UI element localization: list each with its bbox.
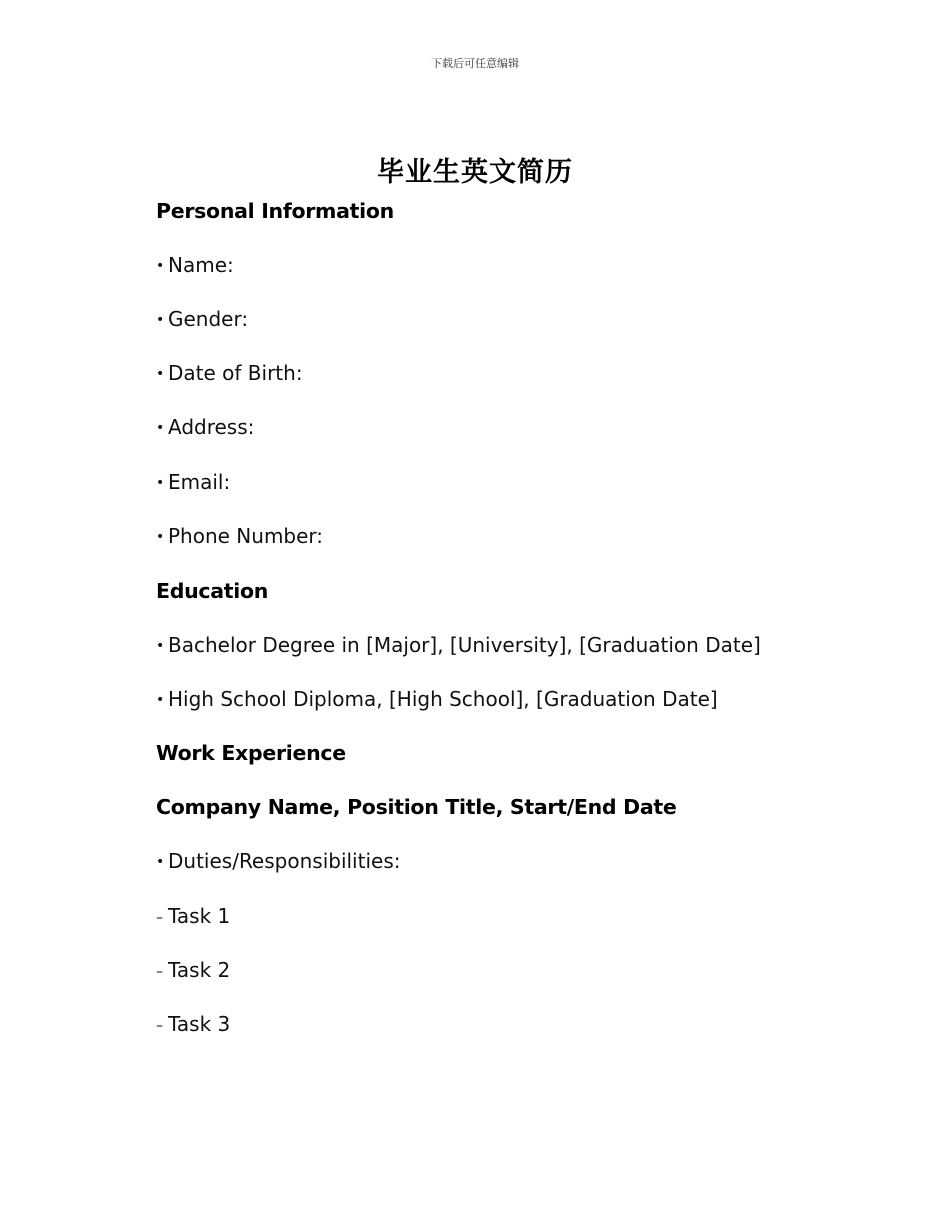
list-item-text: Duties/Responsibilities: — [168, 849, 401, 873]
list-item-text: Phone Number: — [168, 524, 324, 548]
list-item-text: Name: — [168, 253, 234, 277]
bullet-marker: • — [156, 692, 165, 708]
list-item-gender — [156, 306, 248, 333]
section-heading-work-experience: Work Experience — [156, 741, 346, 765]
list-item-address — [156, 414, 254, 441]
list-item-name — [156, 252, 234, 279]
list-item-high-school — [156, 686, 718, 713]
list-item-text: Address: — [168, 415, 255, 439]
page-title: 毕业生英文简历 — [377, 157, 573, 188]
list-item-text: Email: — [168, 470, 231, 494]
bullet-marker: • — [156, 312, 165, 328]
list-item-text: Date of Birth: — [168, 361, 303, 385]
task-item-1 — [156, 903, 230, 931]
header-note: 下载后可任意编辑 — [431, 57, 519, 70]
list-item-text: High School Diploma, [High School], [Graduation Date] — [168, 687, 718, 711]
task-text: Task 1 — [168, 904, 231, 928]
task-text: Task 2 — [168, 958, 231, 982]
task-text: Task 3 — [168, 1012, 231, 1036]
list-item-text: Gender: — [168, 307, 249, 331]
bullet-marker: • — [156, 366, 165, 382]
section-heading-personal: Personal Information — [156, 199, 394, 223]
dash-marker: – — [156, 1018, 163, 1034]
list-item-duties — [156, 848, 400, 875]
job-subheading: Company Name, Position Title, Start/End Date — [156, 795, 677, 819]
bullet-marker: • — [156, 638, 165, 654]
task-item-2 — [156, 957, 230, 985]
section-heading-education: Education — [156, 579, 269, 603]
list-item-phone-number — [156, 523, 323, 550]
list-item-bachelor-degree — [156, 632, 761, 659]
bullet-marker: • — [156, 420, 165, 436]
bullet-marker: • — [156, 529, 165, 545]
dash-marker: – — [156, 964, 163, 980]
list-item-text: Bachelor Degree in [Major], [University], [Graduation Date] — [168, 633, 761, 657]
bullet-marker: • — [156, 258, 165, 274]
list-item-date-of-birth — [156, 360, 303, 387]
bullet-marker: • — [156, 475, 165, 491]
dash-marker: – — [156, 910, 163, 926]
task-item-3 — [156, 1011, 230, 1039]
list-item-email — [156, 469, 230, 496]
bullet-marker: • — [156, 854, 165, 870]
